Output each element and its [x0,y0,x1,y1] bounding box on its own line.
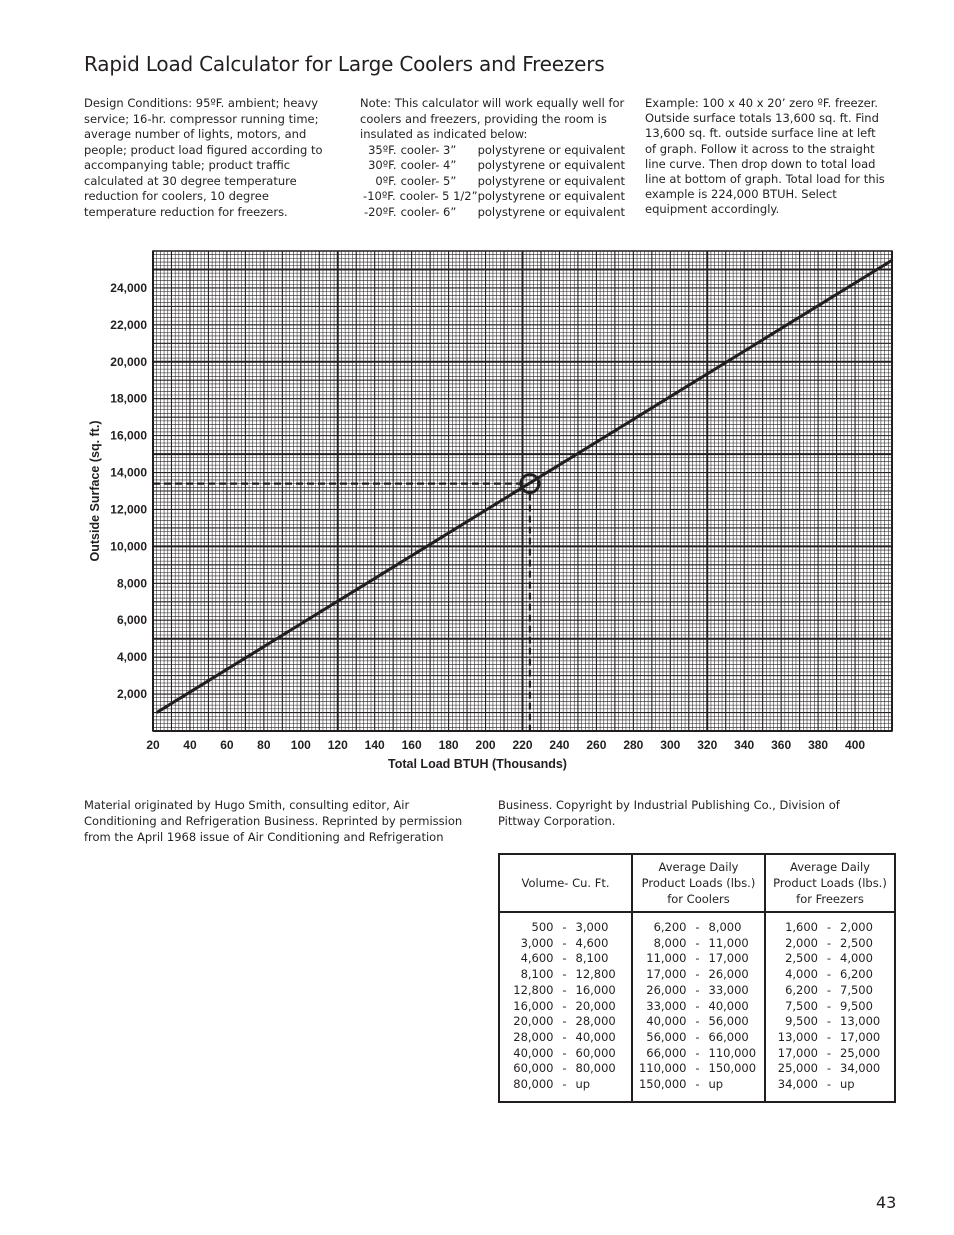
freezers-range-high: 9,500 [840,998,873,1013]
volume-range [504,1061,627,1077]
insulation-material: polystyrene or equivalent [477,204,625,219]
volume-range-high: 16,000 [575,982,616,997]
freezers-range [770,1077,890,1093]
x-tick-label: 20 [146,738,160,752]
example-paragraph: Example: 100 x 40 x 20’ zero ºF. freezer. Outside surface totals 13,600 sq. ft. Find 13,600 sq. ft. outside surface line at left of graph. Follow it across to the straight line curve. Then drop down to total load line at bottom of graph. Total load for this example is 224,000 BTUH. Select equipment accordingly. [645,96,885,217]
x-tick-label: 360 [771,738,792,752]
freezers-range [770,1014,890,1030]
insulation-cooler: cooler- 3” [400,142,457,157]
x-tick-label: 40 [183,738,197,752]
x-tick-label: 140 [364,738,385,752]
coolers-range [637,951,760,967]
y-tick-label: 20,000 [110,354,147,369]
range-separator: - [695,1077,700,1092]
volume-range-low: 8,100 [520,967,554,982]
freezers-range-low: 4,000 [785,967,818,982]
coolers-range-low: 66,000 [646,1045,687,1060]
x-tick-label: 60 [220,738,234,752]
freezers-range [770,983,890,999]
coolers-range-low: 56,000 [646,1029,687,1044]
insulation-cooler: cooler- 4” [400,158,457,172]
freezers-range-low: 6,200 [785,982,818,997]
coolers-range-high: 40,000 [708,998,749,1013]
range-separator: - [562,1029,567,1044]
volume-range [504,936,627,952]
x-tick-label: 220 [512,738,533,752]
volume-range [504,1030,627,1046]
volume-range-high: 20,000 [575,998,616,1013]
freezers-range-high: 34,000 [840,1061,881,1076]
coolers-range-low: 11,000 [646,951,687,966]
range-separator: - [826,920,832,934]
range-separator: - [562,967,567,982]
x-tick-label: 280 [623,738,644,752]
x-tick-label: 180 [438,738,459,752]
coolers-range [637,1030,760,1046]
volume-range-low: 500 [531,920,554,934]
credit-text-right: Business. Copyright by Industrial Publishing Co., Division of Pittway Corporation. [498,798,840,828]
volume-range [504,1046,627,1062]
range-separator: - [695,1029,700,1044]
volume-range [504,1014,627,1030]
freezers-range-high: 4,000 [840,951,873,966]
freezers-range-low: 13,000 [777,1029,818,1044]
volume-range-high: 3,000 [575,920,609,934]
freezers-range-low: 2,500 [785,951,818,966]
coolers-range-high: 56,000 [708,1014,749,1029]
insulation-material: polystyrene or equivalent [477,189,625,203]
coolers-range-high: 110,000 [708,1045,757,1060]
freezers-range-high: 2,500 [840,935,873,950]
header-volume: Volume- Cu. Ft. [499,854,632,912]
coolers-range [637,1014,760,1030]
coolers-range-low: 33,000 [646,998,687,1013]
range-separator: - [695,951,700,966]
y-tick-label: 16,000 [110,428,147,443]
coolers-range-high: up [708,1077,724,1092]
range-separator: - [826,1014,832,1029]
volume-range-low: 20,000 [513,1014,554,1029]
freezers-range-low: 34,000 [777,1077,818,1092]
range-separator: - [826,1045,832,1060]
coolers-range-high: 26,000 [708,967,749,982]
insulation-temp: 0ºF. [375,173,397,188]
coolers-range-high: 150,000 [708,1061,757,1076]
x-tick-label: 120 [327,738,348,752]
range-separator: - [562,951,567,966]
volume-range [504,983,627,999]
x-tick-label: 380 [808,738,829,752]
volume-range-low: 28,000 [513,1029,554,1044]
range-separator: - [562,1045,567,1060]
coolers-column [632,912,765,1102]
coolers-range [637,1061,760,1077]
freezers-range [770,967,890,983]
freezers-range [770,951,890,967]
insulation-temp: 35ºF. [368,142,397,157]
volume-range-low: 3,000 [520,935,554,950]
range-separator: - [562,935,567,950]
range-separator: - [562,920,567,934]
y-tick-label: 8,000 [116,576,147,591]
freezers-range [770,936,890,952]
x-tick-label: 80 [257,738,271,752]
volume-range [504,920,627,936]
table-header-row [499,854,895,912]
volume-range-low: 60,000 [513,1061,554,1076]
insulation-material: polystyrene or equivalent [477,158,625,172]
coolers-range-high: 66,000 [708,1029,749,1044]
freezers-range-high: 13,000 [840,1014,881,1029]
range-separator: - [826,1061,832,1076]
volume-range [504,1077,627,1093]
insulation-material: polystyrene or equivalent [477,142,625,157]
freezers-range [770,1061,890,1077]
credit-text-left: Material originated by Hugo Smith, consulting editor, Air Conditioning and Refrigeration Business. Reprinted by permission from the April 1968 issue of Air Conditioning and Refrigeration [84,798,463,844]
freezers-range-low: 25,000 [777,1061,818,1076]
y-tick-label: 10,000 [110,539,147,554]
coolers-range [637,1077,760,1093]
range-separator: - [562,1061,567,1076]
coolers-range-low: 26,000 [646,982,687,997]
freezers-range-high: 7,500 [840,982,873,997]
page-number: 43 [876,1193,897,1212]
freezers-range-high: 6,200 [840,967,873,982]
range-separator: - [695,1014,700,1029]
coolers-range-high: 8,000 [708,920,742,934]
range-separator: - [562,998,567,1013]
insulation-temp: 30ºF. [368,158,397,172]
coolers-range-low: 8,000 [653,935,687,950]
coolers-range-high: 17,000 [708,951,749,966]
page-title: Rapid Load Calculator for Large Coolers and Freezers [84,52,605,76]
x-tick-label: 100 [290,738,311,752]
coolers-range [637,999,760,1015]
volume-range-high: 12,800 [575,967,616,982]
y-tick-label: 2,000 [116,687,147,702]
range-separator: - [695,920,700,934]
x-tick-label: 400 [845,738,866,752]
coolers-range-low: 17,000 [646,967,687,982]
y-axis-title: Outside Surface (sq. ft.) [88,420,102,562]
range-separator: - [826,982,832,997]
volume-range-high: 28,000 [575,1014,616,1029]
volume-range-high: 4,600 [575,935,609,950]
x-tick-label: 340 [734,738,755,752]
x-tick-label: 160 [401,738,422,752]
range-separator: - [695,935,700,950]
volume-range-low: 12,800 [513,982,554,997]
coolers-range-low: 40,000 [646,1014,687,1029]
insulation-cooler: cooler- 6” [400,204,457,219]
volume-range-high: 60,000 [575,1045,616,1060]
y-tick-label: 22,000 [110,317,147,332]
volume-range-high: 8,100 [575,951,609,966]
coolers-range-low: 150,000 [638,1077,687,1092]
y-tick-label: 4,000 [116,650,147,665]
insulation-material: polystyrene or equivalent [477,173,625,188]
x-tick-label: 200 [475,738,496,752]
header-freezers: Average Daily Product Loads (lbs.) for Freezers [765,854,895,912]
volume-range-high: 80,000 [575,1061,616,1076]
range-separator: - [826,951,832,966]
volume-range-low: 80,000 [513,1077,554,1092]
range-separator: - [695,982,700,997]
insulation-temp: -10ºF. [363,189,396,203]
range-separator: - [562,1014,567,1029]
y-tick-label: 14,000 [110,465,147,480]
freezers-range-high: 2,000 [840,920,873,934]
range-separator: - [826,967,832,982]
freezers-range-low: 2,000 [785,935,818,950]
y-tick-label: 18,000 [110,391,147,406]
freezers-range-high: up [840,1077,855,1092]
range-separator: - [826,1077,832,1092]
volume-range-low: 40,000 [513,1045,554,1060]
coolers-range [637,1046,760,1062]
range-separator: - [695,998,700,1013]
coolers-range [637,967,760,983]
freezers-range-high: 25,000 [840,1045,881,1060]
y-tick-label: 24,000 [110,280,147,295]
insulation-cooler: cooler- 5” [400,173,457,188]
volume-range-low: 16,000 [513,998,554,1013]
freezers-range-high: 17,000 [840,1029,881,1044]
freezers-range [770,1030,890,1046]
volume-range [504,951,627,967]
x-axis-title: Total Load BTUH (Thousands) [388,757,567,771]
x-tick-label: 320 [697,738,718,752]
insulation-temp: -20ºF. [363,204,397,219]
volume-range-low: 4,600 [520,951,554,966]
product-load-table [498,853,896,1103]
range-separator: - [695,967,700,982]
insulation-cooler: cooler- 5 1/2” [399,189,478,203]
freezers-range [770,999,890,1015]
coolers-range-high: 11,000 [708,935,749,950]
coolers-range [637,983,760,999]
x-tick-label: 240 [549,738,570,752]
x-tick-label: 300 [660,738,681,752]
freezers-column [765,912,895,1102]
range-separator: - [695,1045,700,1060]
freezers-range-low: 9,500 [785,1014,818,1029]
table-body-row [499,912,895,1102]
load-line [157,260,892,712]
coolers-range [637,920,760,936]
volume-range-high: up [575,1077,591,1092]
coolers-range-low: 6,200 [653,920,687,934]
range-separator: - [695,1061,700,1076]
coolers-range [637,936,760,952]
freezers-range [770,920,890,936]
volume-range [504,999,627,1015]
note-intro: Note: This calculator will work equally well for coolers and freezers, providing the room is insulated as indicated below: [360,96,625,141]
range-separator: - [562,1077,567,1092]
volume-column [499,912,632,1102]
header-coolers: Average Daily Product Loads (lbs.) for Coolers [632,854,765,912]
volume-range [504,967,627,983]
freezers-range [770,1046,890,1062]
range-separator: - [562,982,567,997]
range-separator: - [826,1029,832,1044]
range-separator: - [826,998,832,1013]
freezers-range-low: 7,500 [785,998,818,1013]
range-separator: - [826,935,832,950]
y-tick-label: 12,000 [110,502,147,517]
y-tick-label: 6,000 [116,613,147,628]
x-tick-label: 260 [586,738,607,752]
volume-range-high: 40,000 [575,1029,616,1044]
coolers-range-low: 110,000 [638,1061,687,1076]
freezers-range-low: 1,600 [785,920,818,934]
design-conditions-paragraph: Design Conditions: 95ºF. ambient; heavy service; 16-hr. compressor running time; average number of lights, motors, and people; product load figured according to accompanying table; product traffic calculated at 30 degree temperature reduction for coolers, 10 degree temperature reduction for freezers. [84,96,323,219]
coolers-range-high: 33,000 [708,982,749,997]
freezers-range-low: 17,000 [777,1045,818,1060]
